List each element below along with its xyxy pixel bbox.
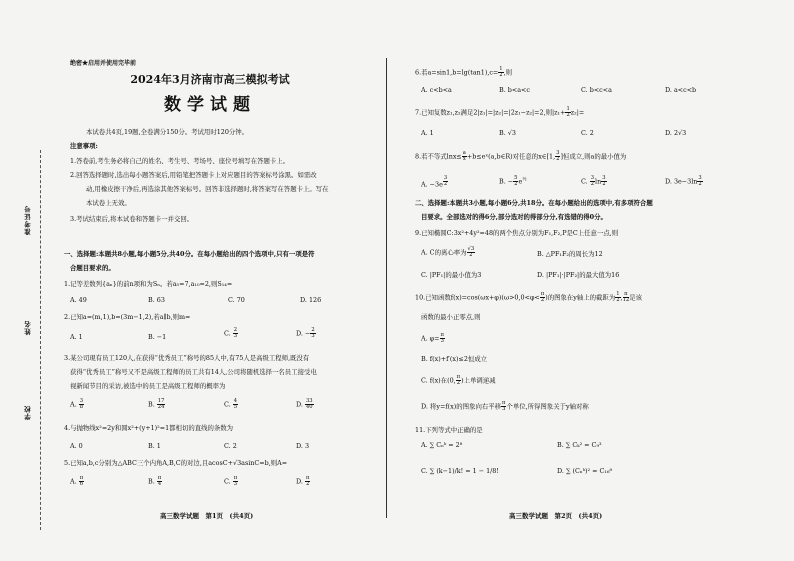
binding-line [40,150,41,530]
q7-option-d: D. 2√3 [665,129,687,137]
q2-option-c: C. $\frac{2}{3}$ [224,327,238,340]
q3-option-c: C. $\frac{4}{5}$ [224,398,238,411]
q5-option-c: C. $\frac{\pi}{3}$ [224,475,238,488]
q11-option-a: A. ∑ Cₙᵏ = 2⁸ [421,441,463,449]
question-10-line-2: 函数的最小正零点,则 [421,313,481,321]
q9-option-a: A. C的离心率为 $\frac{√3}{2}$ [421,246,475,259]
question-3-line-1: 3.某公司現有员工120人,在获得“优秀员工”称号的85人中,有75人是高级工程师,既没有 [64,354,310,362]
q2-option-a: A. 1 [70,333,83,341]
q5-option-a: A. $\frac{\pi}{6}$ [70,475,84,488]
q3-option-b: B. $\frac{17}{24}$ [148,398,165,411]
q3-option-d: D. $\frac{33}{40}$ [296,398,313,411]
q4-option-b: B. 1 [148,442,161,450]
q1-option-d: D. 126 [300,296,322,304]
page-footer-1: 高三数学试题 第1页 (共4页) [160,512,254,520]
intro-text: 本试卷共4页,19题,全卷满分150分。考试用时120分钟。 [86,128,249,136]
q11-option-b: B. ∑ Cₖ² = C₉³ [557,441,602,449]
q1-option-c: C. 70 [228,296,245,304]
question-1: 1.记等差数列{aₙ}的前n项和为Sₙ。若a₅=7,a₁₀=2,则S₁₄= [64,280,233,288]
page-footer-2: 高三数学试题 第2页 (共4页) [509,512,603,520]
q9-option-d: D. |PF₁|·|PF₂|的最大值为16 [537,271,620,279]
question-8: 8.若不等式lnx≤ $\frac{a}{x}$ +b≤eˣ(a,b∈R)对任意的x∈[1, $\frac{3}{2}$ ]恒成立,则a的最小值为 [415,150,627,163]
q6-option-c: C. b<c<a [581,86,612,94]
question-6: 6.若a=sin1,b=lg(tan1),c= $\frac{1}{2}$ ,则 [415,66,513,79]
q1-option-a: A. 49 [70,296,87,304]
q9-option-b: B. △PF₁F₂的周长为12 [537,250,603,258]
section-1-line-1: 一、选择题:本题共8小题,每小题5分,共40分。在每小题给出的四个选项中,只有一项是符 [64,250,315,258]
note-2-line-2: 动,用橡皮擦干净后,再选涂其他答案标号。回答非选择题时,将答案写在答题卡上。写在 [86,185,329,193]
side-label-name: 姓名 [24,320,32,335]
section-2-line-1: 二、选择题:本题共3小题,每小题6分,共18分。在每小题给出的选项中,有多项符合题 [415,199,653,207]
question-9: 9.已知椭圆C:3x²+4y²=48的两个焦点分别为F₁,F₂,P是C上任意一点,则 [415,229,619,237]
q2-option-b: B. −1 [148,333,167,341]
q10-option-a: A. φ= $\frac{\pi}{3}$ [421,332,444,345]
side-label-school: 学校 [24,405,32,420]
question-3-line-3: 视新闻节目的采访,被选中的员工是高级工程师的概率为 [70,382,226,390]
q3-option-a: A. $\frac{3}{8}$ [70,398,83,411]
section-1-line-2: 合题目要求的。 [70,264,115,272]
q5-option-b: B. $\frac{\pi}{4}$ [148,475,162,488]
q7-option-a: A. 1 [421,129,434,137]
exam-title: 2024年3月济南市高三模拟考试 [130,73,290,86]
q10-option-b: B. f(x)+f′(x)≤2恒成立 [421,355,488,363]
question-4: 4.与抛物线x²=2y和圆x²+(y+1)²=1都相切的直线的条数为 [64,424,234,432]
q4-option-c: C. 2 [224,442,237,450]
right-page [397,0,794,561]
q2-option-d: D. − $\frac{2}{3}$ [296,327,315,340]
question-2: 2.已知a=(m,1),b=(3m−1,2),若a∥b,则m= [64,313,191,321]
q6-option-d: D. a<c<b [665,86,697,94]
notes-header: 注意事项: [70,142,98,150]
subject-title: 数学试题 [164,95,256,115]
q7-option-b: B. √3 [499,129,516,137]
question-5: 5.已知a,b,c分别为△ABC三个内角A,B,C的对边,且acosC+√3asinC=b,则A= [64,459,288,467]
q11-option-c: C. ∑ (k−1)/k! = 1 − 1/8! [421,467,499,475]
q8-option-c: C. $\frac{3}{2}$ ln $\frac{3}{2}$ [581,175,606,188]
note-3: 3.考试结束后,将本试卷和答题卡一并交回。 [70,215,194,223]
q8-option-d: D. 3e−3ln $\frac{3}{2}$ [665,175,702,188]
side-label-ticket: 准考证号 [24,205,32,235]
page-divider [386,58,387,518]
q10-option-c: C. f(x)在(0, $\frac{\pi}{2}$ )上单调递减 [421,374,496,387]
confidential-mark: 绝密★启用并使用完毕前 [70,60,137,67]
note-1: 1.答卷前,考生务必将自己的姓名、考生号、考场号、座位号填写在答题卡上。 [70,157,290,165]
note-2-line-1: 2.回答选择题时,选出每小题答案后,用铅笔把答题卡上对应题目的答案标号涂黑。如需改 [70,171,317,179]
question-10-line-1: 10.已知函数f(x)=cos(ωx+φ)(ω>0,0<φ< $\frac{\pi}{2}$ )的图象在y轴上的截距为 $\frac{1}{2}$ , $\frac{\pi}{12}$ 是该 [415,291,642,304]
question-7: 7.已知复数z₁,z₂满足2|z₁|=|z₂|=|2z₁−z₂|=2,则|z₁+ $\frac{1}{2}$ z₂|= [415,106,585,119]
section-2-line-2: 目要求。全部选对的得6分,部分选对的得部分分,有选错的得0分。 [421,213,607,221]
q8-option-a: A. −3e $^{\frac{3}{2}}$ [421,175,448,189]
q7-option-c: C. 2 [581,129,594,137]
q4-option-a: A. 0 [70,442,83,450]
question-11: 11.下列等式中正确的是 [415,426,483,434]
q5-option-d: D. $\frac{\pi}{2}$ [296,475,310,488]
q11-option-d: D. ∑ (Cₙᵏ)² = C₁₆⁸ [557,467,613,475]
note-2-line-3: 本试卷上无效。 [86,199,131,207]
question-3-line-2: 获得“优秀员工”称号又不是高级工程师的员工共有14人,公司将随机选择一名员工接受电 [70,368,317,376]
q6-option-b: B. b<a<c [499,86,530,94]
q6-option-a: A. c<b<a [421,86,452,94]
q4-option-d: D. 3 [296,442,310,450]
q1-option-b: B. 63 [148,296,165,304]
q9-option-c: C. |PF₁|的最小值为3 [421,271,482,279]
q10-option-d: D. 将y=f(x)的图象向右平移 $\frac{\pi}{3}$ 个单位,所得图象关于y轴对称 [421,400,589,413]
q8-option-b: B. − $\frac{5}{2}$ $e^{\frac{1}{2}}$ [499,175,527,188]
